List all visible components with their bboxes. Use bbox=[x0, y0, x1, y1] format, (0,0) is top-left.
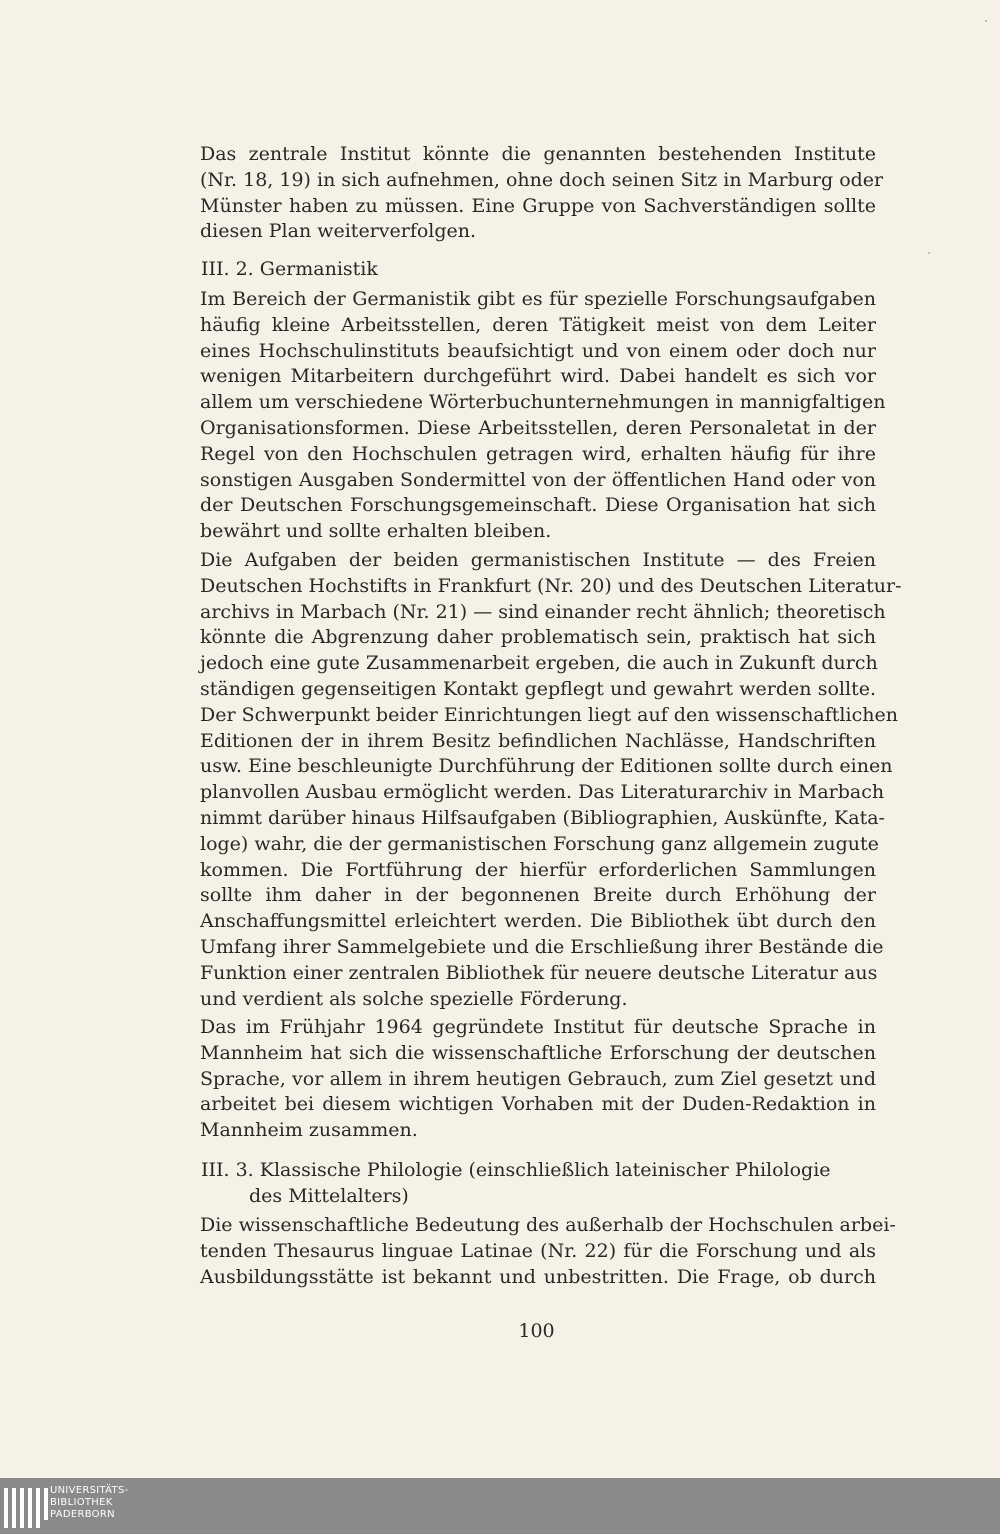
paragraph-5-line: tenden Thesaurus linguae Latinae (Nr. 22) für die Forschung und als bbox=[200, 1239, 876, 1262]
paragraph-2-line: eines Hochschulinstituts beaufsichtigt und von einem oder doch nur bbox=[200, 339, 876, 362]
library-name-line: UNIVERSITÄTS- bbox=[50, 1485, 129, 1496]
paragraph-3-line: planvollen Ausbau ermöglicht werden. Das Literaturarchiv in Marbach bbox=[200, 781, 885, 804]
paragraph-2-line: Organisationsformen. Diese Arbeitsstellen, deren Personaletat in der bbox=[200, 416, 876, 439]
paragraph-2 bbox=[200, 287, 886, 545]
paragraph-1-line: (Nr. 18, 19) in sich aufnehmen, ohne doch seinen Sitz in Marburg oder bbox=[200, 168, 884, 191]
paragraph-3-line: Editionen der in ihrem Besitz befindlichen Nachlässe, Handschriften bbox=[200, 729, 876, 752]
library-name-line: BIBLIOTHEK bbox=[50, 1497, 113, 1508]
library-footer-bar bbox=[0, 1478, 1000, 1534]
paragraph-2-line: häufig kleine Arbeitsstellen, deren Tätigkeit meist von dem Leiter bbox=[200, 313, 876, 336]
paragraph-3-line: nimmt darüber hinaus Hilfsaufgaben (Bibliographien, Auskünfte, Kata- bbox=[200, 806, 885, 829]
paragraph-1-line: diesen Plan weiterverfolgen. bbox=[200, 220, 477, 243]
paragraph-3-line: Anschaffungsmittel erleichtert werden. Die Bibliothek übt durch den bbox=[200, 910, 876, 933]
paragraph-3-line: usw. Eine beschleunigte Durchführung der Editionen sollte durch einen bbox=[200, 755, 893, 778]
paragraph-2-line: allem um verschiedene Wörterbuchunternehmungen in mannigfaltigen bbox=[200, 391, 886, 414]
paper-speck bbox=[928, 252, 930, 254]
paragraph-2-line: bewährt und sollte erhalten bleiben. bbox=[200, 520, 552, 543]
library-name-line: PADERBORN bbox=[50, 1509, 115, 1520]
paragraph-1-line: Das zentrale Institut könnte die genannten bestehenden Institute bbox=[200, 143, 876, 165]
paragraph-3-line: und verdient als solche spezielle Förderung. bbox=[200, 987, 628, 1010]
paragraph-3-line: Umfang ihrer Sammelgebiete und die Erschließung ihrer Bestände die bbox=[200, 935, 884, 958]
paragraph-3-line: könnte die Abgrenzung daher problematisch sein, praktisch hat sich bbox=[200, 626, 876, 649]
section-heading-philologie-line1: III. 3. Klassische Philologie (einschließlich lateinischer Philologie bbox=[201, 1159, 831, 1181]
paragraph-4-line: Mannheim zusammen. bbox=[200, 1119, 418, 1142]
paragraph-3-line: Die Aufgaben der beiden germanistischen Institute — des Freien bbox=[200, 549, 876, 571]
section-heading-philologie bbox=[201, 1158, 831, 1210]
library-name bbox=[50, 1485, 129, 1521]
paragraph-5-line: Die wissenschaftliche Bedeutung des außerhalb der Hochschulen arbei- bbox=[200, 1214, 896, 1236]
section-heading-germanistik: III. 2. Germanistik bbox=[201, 258, 378, 280]
paragraph-4-line: arbeitet bei diesem wichtigen Vorhaben mit der Duden-Redaktion in bbox=[200, 1093, 876, 1116]
paragraph-3-line: jedoch eine gute Zusammenarbeit ergeben, die auch in Zukunft durch bbox=[200, 652, 878, 675]
section-heading-philologie-line2: des Mittelalters) bbox=[249, 1184, 409, 1207]
paragraph-5-line: Ausbildungsstätte ist bekannt und unbestritten. Die Frage, ob durch bbox=[200, 1265, 876, 1288]
paragraph-1-line: Münster haben zu müssen. Eine Gruppe von Sachverständigen sollte bbox=[200, 194, 876, 217]
paragraph-2-line: sonstigen Ausgaben Sondermittel von der öffentlichen Hand oder von bbox=[200, 468, 876, 491]
paragraph-3-line: archivs in Marbach (Nr. 21) — sind einander recht ähnlich; theoretisch bbox=[200, 600, 886, 623]
paragraph-3-line: Funktion einer zentralen Bibliothek für neuere deutsche Literatur aus bbox=[200, 961, 878, 984]
paragraph-2-line: der Deutschen Forschungsgemeinschaft. Diese Organisation hat sich bbox=[200, 494, 876, 517]
paragraph-4-line: Mannheim hat sich die wissenschaftliche Erforschung der deutschen bbox=[200, 1041, 876, 1064]
paragraph-2-line: wenigen Mitarbeitern durchgeführt wird. Dabei handelt es sich vor bbox=[200, 365, 876, 388]
paragraph-3-line: ständigen gegenseitigen Kontakt gepflegt und gewahrt werden sollte. bbox=[200, 677, 876, 700]
paragraph-3-line: Deutschen Hochstifts in Frankfurt (Nr. 20) und des Deutschen Literatur- bbox=[200, 574, 902, 597]
paragraph-2-line: Im Bereich der Germanistik gibt es für spezielle Forschungsaufgaben bbox=[200, 288, 876, 310]
paragraph-4-line: Sprache, vor allem in ihrem heutigen Gebrauch, zum Ziel gesetzt und bbox=[200, 1067, 876, 1090]
library-logo-icon bbox=[4, 1488, 46, 1528]
paragraph-3-line: sollte ihm daher in der begonnenen Breite durch Erhöhung der bbox=[200, 884, 876, 907]
page-number: 100 bbox=[518, 1320, 555, 1342]
paragraph-4-line: Das im Frühjahr 1964 gegründete Institut für deutsche Sprache in bbox=[200, 1016, 876, 1038]
paragraph-3-line: loge) wahr, die der germanistischen Forschung ganz allgemein zugute bbox=[200, 832, 879, 855]
paragraph-5 bbox=[200, 1213, 896, 1290]
paragraph-2-line: Regel von den Hochschulen getragen wird, erhalten häufig für ihre bbox=[200, 442, 876, 465]
paragraph-1 bbox=[200, 142, 884, 245]
paragraph-3-line: kommen. Die Fortführung der hierfür erforderlichen Sammlungen bbox=[200, 858, 876, 881]
paper-speck bbox=[985, 20, 987, 22]
paragraph-4 bbox=[200, 1015, 876, 1144]
paragraph-3-line: Der Schwerpunkt beider Einrichtungen liegt auf den wissenschaftlichen bbox=[200, 703, 898, 726]
paragraph-3 bbox=[200, 548, 902, 1012]
